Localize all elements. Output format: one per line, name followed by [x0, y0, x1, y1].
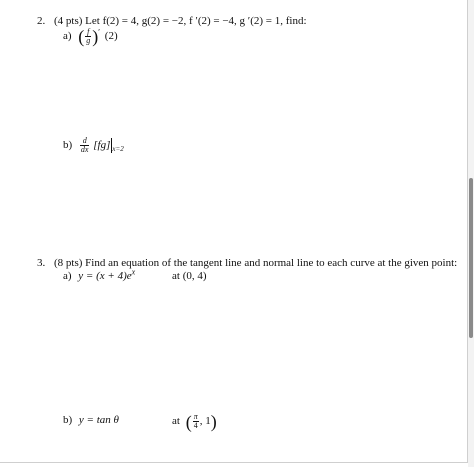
quotient-derivative-expr [78, 26, 103, 47]
right-paren: ) [92, 26, 99, 47]
part-a-label: a) [63, 30, 72, 43]
problem-3-statement: (8 pts) Find an equation of the tangent line and normal line to each curve at the given point: [54, 257, 458, 269]
part-a-label: a) [63, 270, 72, 282]
problem-3-part-a [63, 269, 135, 283]
prime-mark: ′ [98, 27, 101, 37]
pi-over-4-fraction: $\frac{\pi}{4}$ [193, 412, 198, 430]
part-b-equation: y = tan θ [78, 414, 119, 426]
f-over-g-fraction: $\frac{f}{g}$ [86, 27, 91, 45]
vertical-scrollbar[interactable] [468, 0, 474, 467]
evaluation-point: x=2 [112, 145, 124, 154]
part-a-argument: (2) [104, 30, 118, 43]
problem-3-header [37, 256, 457, 270]
at-word: at [172, 415, 180, 428]
problem-2-part-b [63, 137, 124, 154]
part-a-exponent: x [131, 267, 136, 277]
part-b-label: b) [63, 139, 73, 152]
problem-2-part-a [63, 28, 118, 45]
d-dx-fraction: $\frac{d}{dx}$ [80, 136, 89, 154]
left-paren: ( [185, 411, 192, 432]
part-b-label: b) [63, 414, 73, 426]
point-y-value: , 1 [199, 415, 211, 428]
left-paren: ( [78, 26, 85, 47]
part-a-equation: y = (x + 4)e [78, 270, 132, 282]
fg-bracket: [fg] [93, 139, 111, 152]
right-paren: ) [210, 411, 217, 432]
problem-3-part-a-point: at (0, 4) [172, 270, 207, 282]
problem-3-part-b [63, 413, 119, 427]
problem-2-statement: (4 pts) Let f(2) = 4, g(2) = −2, f ′(2) = −4, g ′(2) = 1, find: [54, 15, 307, 27]
problem-3-number: 3. [37, 257, 46, 269]
problem-2-number: 2. [37, 15, 46, 27]
product-derivative-expr [79, 136, 124, 154]
scrollbar-thumb[interactable] [469, 178, 473, 338]
problem-3-part-b-point [172, 413, 217, 430]
